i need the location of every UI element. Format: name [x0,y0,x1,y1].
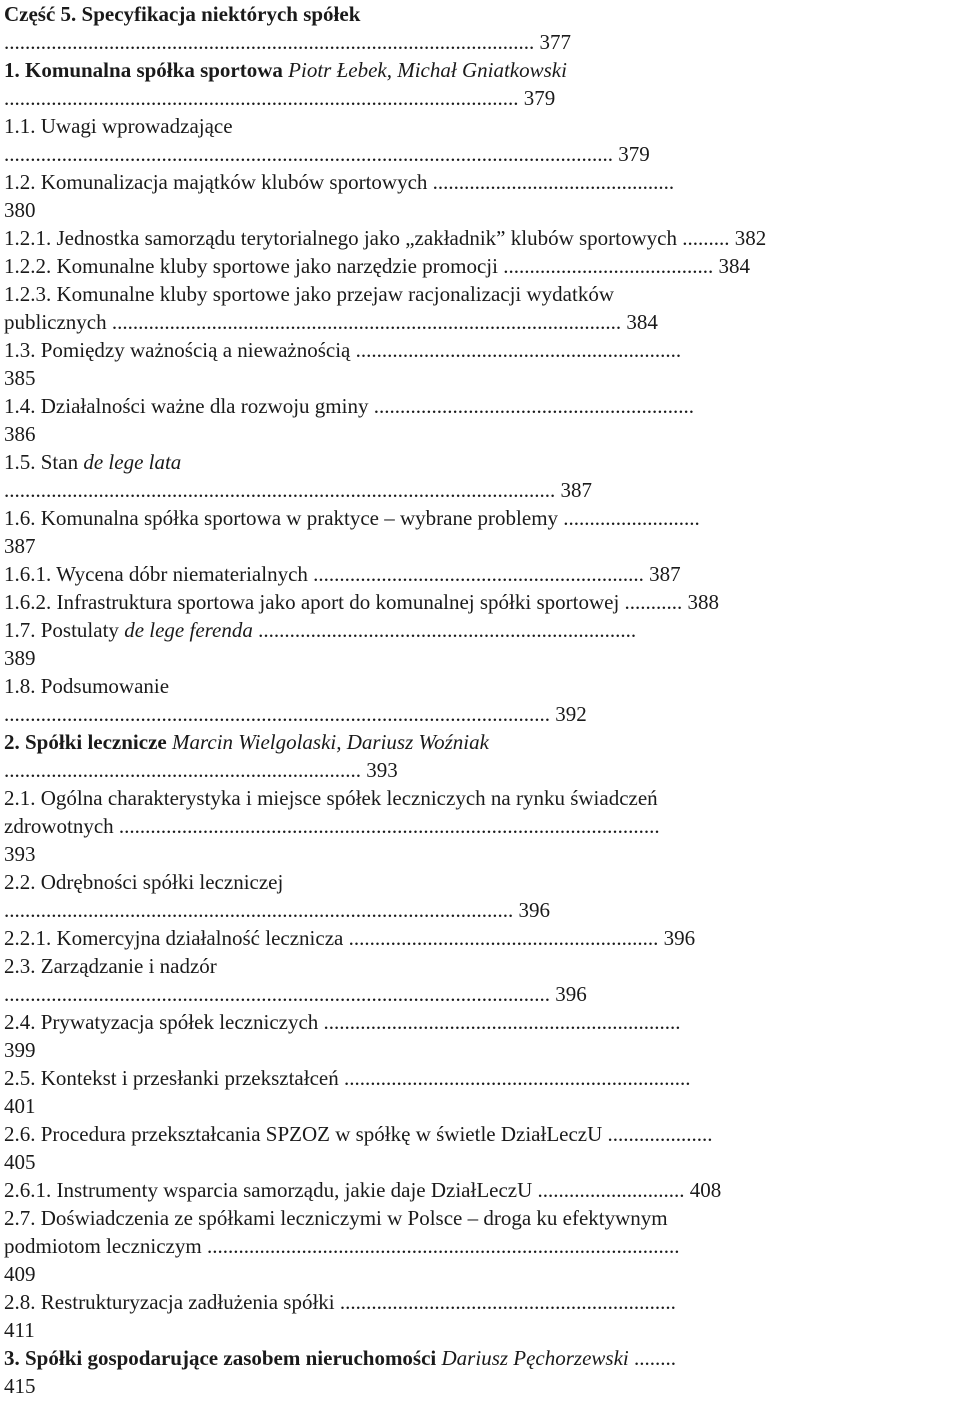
toc-line: ........................................................................................................ 392 [4,702,587,726]
toc-entry: 2.1. Ogólna charakterystyka i miejsce spółek leczniczych na rynku świadczeń [4,786,658,810]
toc-entry: 2.2. Odrębności spółki leczniczej [4,870,284,894]
toc-entry: 2.6.1. Instrumenty wsparcia samorządu, jakie daje DziałLeczU ............................ 408 [4,1178,722,1202]
toc-page-number: 405 [4,1150,36,1174]
entry-dots: ........ [628,1346,677,1370]
entry-dots: ........................................................................ [252,618,637,642]
section-2-heading [4,728,960,756]
toc-line: zdrowotnych ....................................................................................................... [4,814,660,838]
section-authors: Marcin Wielgolaski, Dariusz Woźniak [171,730,489,754]
toc-page-number: 380 [4,198,36,222]
toc-entry: 1.2.3. Komunalne kluby sportowe jako przejaw racjonalizacji wydatków [4,282,614,306]
toc-page-number: 385 [4,366,36,390]
toc-entry: 1.6.1. Wycena dóbr niematerialnych ............................................................... 387 [4,562,681,586]
toc-entry: 2.5. Kontekst i przesłanki przekształceń .................................................................. [4,1066,691,1090]
toc-entry: 1.6. Komunalna spółka sportowa w praktyce – wybrane problemy .......................... [4,506,700,530]
toc-line: .................................................................................................. 379 [4,86,556,110]
toc-line: podmiotom leczniczym .......................................................................................... [4,1234,680,1258]
section-title: 1. Komunalna spółka sportowa [4,58,283,82]
toc-entry: 1.4. Działalności ważne dla rozwoju gminy ............................................................. [4,394,694,418]
toc-entry: 2.2.1. Komercyjna działalność lecznicza ........................................................... 396 [4,926,696,950]
toc-line: ........................................................................................................ 396 [4,982,587,1006]
toc-entry [4,448,960,476]
entry-italic: de lege ferenda [124,618,253,642]
toc-page-number: 411 [4,1318,35,1342]
toc-page-number: 386 [4,422,36,446]
toc-entry [4,616,960,644]
toc-line: ..................................................................................................... 377 [4,30,571,54]
toc-line: .................................................................... 393 [4,758,398,782]
section-3-heading [4,1344,960,1372]
toc-entry: 2.7. Doświadczenia ze spółkami leczniczymi w Polsce – droga ku efektywnym [4,1206,668,1230]
section-authors: Piotr Łebek, Michał Gniatkowski [288,58,567,82]
entry-italic: de lege lata [83,450,182,474]
toc-page-number: 387 [4,534,36,558]
toc-entry: 2.8. Restrukturyzacja zadłużenia spółki ................................................................ [4,1290,676,1314]
entry-prefix: 1.5. Stan [4,450,84,474]
toc-page-number: 389 [4,646,36,670]
toc-entry: 2.3. Zarządzanie i nadzór [4,954,217,978]
toc-line: .................................................................................................................... 379 [4,142,650,166]
section-title: 2. Spółki lecznicze [4,730,167,754]
toc-line: ......................................................................................................... 387 [4,478,592,502]
toc-entry: 1.2.1. Jednostka samorządu terytorialnego jako „zakładnik” klubów sportowych ......... 382 [4,226,767,250]
toc-entry: 1.3. Pomiędzy ważnością a nieważnością .............................................................. [4,338,682,362]
toc-entry: 2.4. Prywatyzacja spółek leczniczych .................................................................... [4,1010,681,1034]
part-heading: Część 5. Specyfikacja niektórych spółek [4,2,361,26]
toc-line: publicznych ................................................................................................. 384 [4,310,658,334]
toc-entry: 1.2. Komunalizacja majątków klubów sportowych .............................................. [4,170,675,194]
section-1-heading [4,56,960,84]
toc-page-number: 401 [4,1094,36,1118]
toc-page-number: 409 [4,1262,36,1286]
toc-entry: 1.8. Podsumowanie [4,674,170,698]
toc-page-number: 399 [4,1038,36,1062]
section-title: 3. Spółki gospodarujące zasobem nieruchomości [4,1346,437,1370]
toc-line: ................................................................................................. 396 [4,898,550,922]
toc-entry: 2.6. Procedura przekształcania SPZOZ w spółkę w świetle DziałLeczU .................... [4,1122,713,1146]
toc-entry: 1.1. Uwagi wprowadzające [4,114,233,138]
toc-entry: 1.2.2. Komunalne kluby sportowe jako narzędzie promocji ........................................ 384 [4,254,750,278]
section-authors: Dariusz Pęchorzewski [441,1346,629,1370]
toc-page-number: 415 [4,1374,36,1398]
entry-prefix: 1.7. Postulaty [4,618,125,642]
toc-entry: 1.6.2. Infrastruktura sportowa jako aport do komunalnej spółki sportowej ........... 388 [4,590,720,614]
toc-page-number: 393 [4,842,36,866]
